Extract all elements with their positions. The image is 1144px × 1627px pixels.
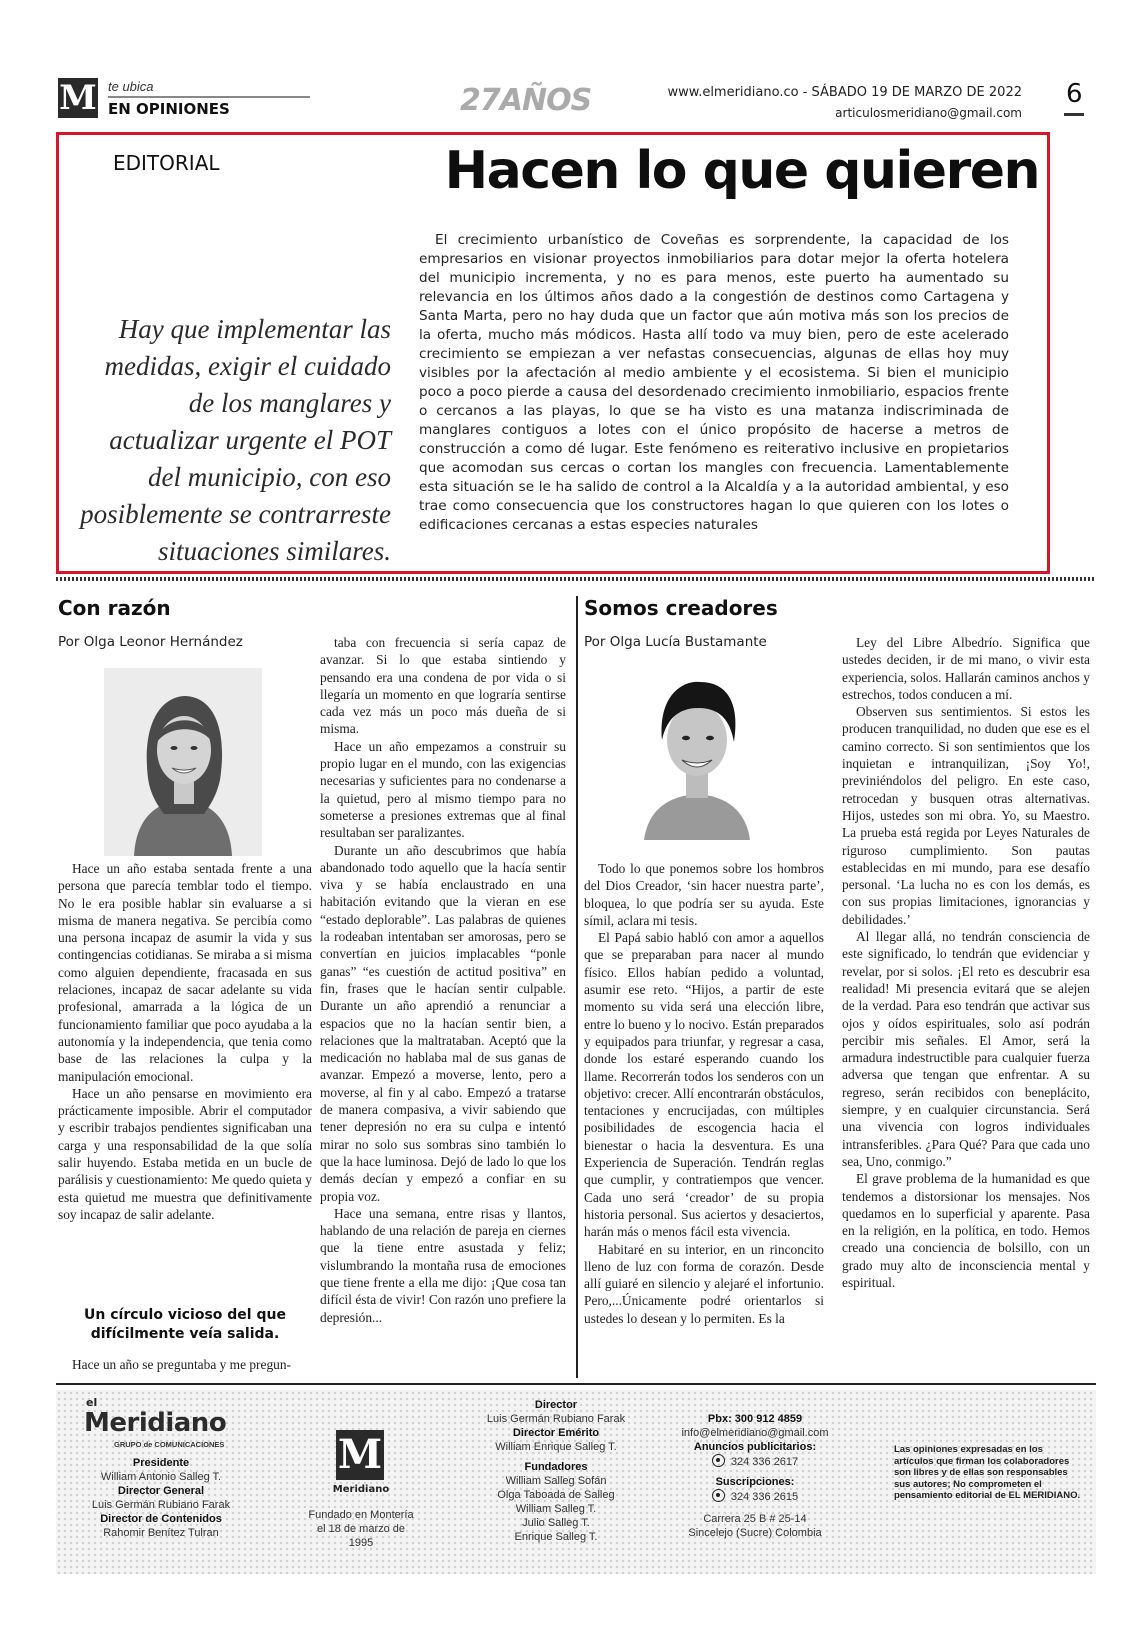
whatsapp-icon bbox=[712, 1489, 725, 1502]
name: Enrique Salleg T. bbox=[514, 1531, 598, 1543]
footer-brand-group: GRUPO de COMUNICACIONES bbox=[114, 1440, 225, 1449]
paragraph: Hace una semana, entre risas y llantos, hablando de una relación de pareja en ciernes que la tiene entre asustada y feliz; vislumbrando la montaña rusa de emociones que tiene frente a ella me dijo: ¡Que cosa tan difícil ésta de vivir! Con razón uno prefiere la depresión... bbox=[320, 1205, 566, 1325]
name: Rahomir Benítez Tulran bbox=[103, 1527, 219, 1539]
label: Presidente bbox=[132, 1457, 190, 1469]
footer-logo: M bbox=[337, 1431, 383, 1478]
footer-rule bbox=[56, 1383, 1096, 1385]
editorial-label: EDITORIAL bbox=[113, 151, 220, 175]
section-divider bbox=[56, 577, 1096, 581]
editorial-pull-quote: Hay que implementar las medidas, exigir el cuidado de los manglares y actualizar urgente el POT del municipio, con eso posiblemente se contrarreste situaciones similares. bbox=[80, 314, 391, 566]
name: William Antonio Salleg T. bbox=[100, 1471, 222, 1483]
name: Olga Taboada de Salleg bbox=[497, 1489, 615, 1501]
paragraph: Observen sus sentimientos. Si estos les producen tranquilidad, no duden que ese es el camino correcto. Si son sentimientos que los inquietan e intranquilizan, ¡Soy Yo!, previniéndolos del peligro. En este caso, retrocedan y busquen otras alternativas. Hijos, ustedes son mi obra. Yo, su Maestro. La prueba está regida por Leyes Naturales de riguroso cumplimiento. Son pautas establecidas en mi mundo, para ese desafío personal. ‘La lucha no es con los demás, es con sus propias limitaciones, ignorancias y debilidades.’ bbox=[842, 704, 1090, 927]
contact-email: info@elmeridiano@gmail.com bbox=[681, 1427, 829, 1439]
author-photo-olga-lucia bbox=[624, 664, 770, 840]
author-photo-olga-leonor bbox=[104, 668, 262, 856]
column2-text-right bbox=[842, 634, 1090, 1291]
editorial-box bbox=[56, 132, 1050, 574]
city: Sincelejo (Sucre) Colombia bbox=[688, 1527, 822, 1539]
column1-byline: Por Olga Leonor Hernández bbox=[58, 634, 243, 650]
footer-contact bbox=[660, 1412, 850, 1540]
paragraph: Ley del Libre Albedrío. Significa que ustedes deciden, ir de mi mano, o vivir esta experiencia, solos. Hallarán caminos anchos y estrechos, todos conducen a mí. bbox=[842, 635, 1090, 702]
phone: 324 336 2615 bbox=[730, 1491, 799, 1503]
pbx: Pbx: 300 912 4859 bbox=[707, 1413, 803, 1425]
tagline: te ubica bbox=[108, 79, 154, 94]
footer-disclaimer: Las opiniones expresadas en los artículos que firman los colaboradores son libres y de ellas son responsables sus autores; No comprometen el pensamiento editorial de EL MERIDIANO. bbox=[894, 1444, 1081, 1501]
name: Julio Salleg T. bbox=[522, 1517, 590, 1529]
meridiano-logo: M bbox=[59, 78, 97, 118]
address: Carrera 25 B # 25-14 bbox=[703, 1513, 807, 1525]
name: William Salleg T. bbox=[515, 1503, 597, 1515]
label: Anuncios publicitarios: bbox=[693, 1441, 817, 1453]
footer-logo-name: Meridiano bbox=[332, 1484, 390, 1495]
label: Director de Contenidos bbox=[100, 1513, 222, 1525]
paragraph: Hace un año pensarse en movimiento era prácticamente imposible. Abrir el computador y escribir trabajos pendientes significaban una carga y una responsabilidad de la que solía salir huyendo. Estaba metida en un bucle de parálisis y cuestionamiento: Me quedo quieta y esta quietud me muestra que definitivamente soy incapaz de salir adelante. bbox=[58, 1085, 312, 1222]
label: Director bbox=[534, 1399, 578, 1411]
footer-brand-name: Meridiano bbox=[84, 1408, 227, 1438]
section-name: EN OPINIONES bbox=[108, 100, 230, 118]
anniversary-logo: 27AÑOS bbox=[460, 83, 592, 118]
footer-staff-left bbox=[76, 1456, 246, 1540]
paragraph: Durante un año descubrimos que había abandonado todo aquello que la hacía sentir viva y se había enclaustrado en una habitación evitando que la vieran en ese “estado deplorable”. Las palabras de quienes la rodeaban intentaban ser amorosas, pero se convertían en juicios implacables “ponle ganas” “es cuestión de actitud positiva” en fin, frases que le hacían sentir culpable. Durante un año aprendió a renunciar a espacios que no la hacían sentir bien, a relaciones que la maltrataban. Aceptó que la medicación no hablaba mal de sus ganas de avanzar. Empezó a moverse, lento, pero a moverse, al fin y al cabo. Empezó a tratarse de manera compasiva, a vivir sabiendo que tener depresión no era su culpa e intentó mirar no solo sus sombras sino también lo que la hace luminosa. Dejó de lado lo que los demás decían y empezó a confiar en su propia voz. bbox=[320, 842, 566, 1204]
name: William Salleg Sofán bbox=[505, 1475, 607, 1487]
contact-email: articulosmeridiano@gmail.com bbox=[835, 106, 1022, 120]
column1-subhead: Un círculo vicioso del que difícilmente veía salida. bbox=[84, 1307, 286, 1342]
column1-closing-line bbox=[58, 1356, 312, 1373]
phone-row bbox=[660, 1489, 850, 1504]
paragraph: El Papá sabio habló con amor a aquellos que se preparaban para nacer al mundo físico. Ellos habían pedido a voluntad, asumir ese reto. “Hijos, a partir de este momento su vida será una elección libre, entre lo bueno y lo nocivo. Están preparados y equipados para triunfar, y regresar a casa, donde los estaré esperando cuando los llame. Recorrerán todos los senderos con un objetivo: crecer. Allí encontrarán obstáculos, tentaciones y encrucijadas, con múltiples posibilidades de escogencia hacia el bienestar o hacia la desventura. Es una Experiencia de Superación. Tendrán reglas que cumplir, y contratiempos que vencer. Cada uno será ‘creador’ de su propia historia personal. Sus aciertos y desaciertos, harán más o menos fácil esta vivencia. bbox=[584, 930, 824, 1240]
phone-row bbox=[660, 1454, 850, 1469]
paragraph: Hace un año se preguntaba y me pregun- bbox=[72, 1357, 291, 1372]
label: Suscripciones: bbox=[715, 1476, 795, 1488]
paragraph: Habitaré en su interior, en un rinconcito lleno de luz con forma de corazón. Desde allí guiaré en silencio y alejaré el infortunio. Pero,...Únicamente podré orientarlos si ustedes lo desean y lo permiten. Es la bbox=[584, 1241, 824, 1326]
footer-masthead bbox=[56, 1390, 1096, 1574]
label: Fundadores bbox=[524, 1461, 588, 1473]
column1-text-right bbox=[320, 634, 566, 1326]
label: Director Emérito bbox=[512, 1427, 600, 1439]
editorial-body: El crecimiento urbanístico de Coveñas es sorprendente, la capacidad de los empresarios en visionar proyectos inmobiliarios para dotar mejor la oferta hotelera del municipio incrementa, y no es para menos, este puerto ha aumentado su relevancia en los últimos años dado a la congestión de destinos como Cartagena y Santa Marta, pero no hay duda que un factor que aún motiva más son los precios de la oferta, mucho más módicos. Hasta allí todo va muy bien, pero de este acelerado crecimiento se empiezan a ver nefastas consecuencias, algunas de ellas hoy muy visibles por la afectación al medio ambiente y el ecosistema. Si bien el municipio poco a poco pierde a causa del desordenado crecimiento inmobiliario, espacios frente o cercanos a las playas, lo que se ha visto es una matanza indiscriminada de manglares contiguos a lotes con el único propósito de hacerse a metros de construcción a como dé lugar. Este fenómeno es reiterativo inclusive en propietarios que acomodan sus cercas o cortan los mangles con frecuencia. Lamentablemente esta situación se le ha salido de control a la Alcaldía y a la autoridad ambiental, y eso trae como consecuencia que los constructores hagan lo que quieren con los lotes o edificaciones cercanas a estas especies naturales bbox=[419, 232, 1009, 533]
phone: 324 336 2617 bbox=[730, 1456, 799, 1468]
site-and-date: www.elmeridiano.co - SÁBADO 19 DE MARZO DE 2022 bbox=[667, 85, 1022, 100]
column2-byline: Por Olga Lucía Bustamante bbox=[584, 634, 767, 650]
label: Director General bbox=[117, 1485, 205, 1497]
column1-text-left bbox=[58, 860, 312, 1223]
paragraph: Al llegar allá, no tendrán consciencia de este significado, lo tendrán que evidenciar y revelar, por si solos. ¡El reto es descubrir esa realidad! Mi presencia evitará que se alejen de la verdad. Para eso tendrán que activar sus ojos y oídos espirituales, solo así podrán percibir mis señales. El Amor, será la armadura indestructible para cualquier fuerza adversa que tengan que enfrentar. A su regreso, serán recibidos con beneplácito, siempre, y en cualquier circunstancia. Será una vivencia con logros individuales intransferibles. ¿Para Qué? Para que cada uno sea, Uno, conmigo.” bbox=[842, 929, 1090, 1169]
column1-title: Con razón bbox=[58, 596, 171, 620]
header-rule bbox=[108, 96, 310, 98]
footer-brand-el: el bbox=[86, 1396, 98, 1409]
column2-title: Somos creadores bbox=[584, 596, 778, 620]
whatsapp-icon bbox=[712, 1454, 725, 1467]
paragraph: Hace un año empezamos a construir su propio lugar en el mundo, con las exigencias necesarias y suficientes para no condenarse a la quietud, pero al mismo tiempo para no someterse a presiones extremas que al final resultaban ser paralizantes. bbox=[320, 738, 566, 841]
page-number-rule bbox=[1064, 113, 1084, 116]
column2-text-left bbox=[584, 860, 824, 1327]
name: Luis Germán Rubiano Farak bbox=[486, 1413, 626, 1425]
editorial-title: Hacen lo que quieren bbox=[444, 141, 1039, 201]
paragraph: Todo lo que ponemos sobre los hombros del Dios Creador, ‘sin hacer nuestra parte’, bloquea, lo que podría ser su ayuda. Este símil, aclara mi tesis. bbox=[584, 861, 824, 928]
paragraph: Hace un año estaba sentada frente a una persona que parecía temblar todo el tiempo. No le era posible hablar sin evaluarse a si misma de manera negativa. Se percibía como una persona incapaz de asumir la vida y sus contingencias cotidianas. Se miraba a si misma como alguien dependiente, fracasada en sus relaciones, incapaz de sacar adelante su vida profesional, amarrada a la lógica de un funcionamiento familiar que poco ayudaba a la autonomía y la independencia, que tenia como base de las relaciones la culpa y la manipulación emocional. bbox=[58, 861, 312, 1084]
footer-staff-center bbox=[468, 1398, 644, 1544]
name: William Enrique Salleg T. bbox=[495, 1441, 617, 1453]
name: Luis Germán Rubiano Farak bbox=[91, 1499, 231, 1511]
column-divider bbox=[576, 596, 578, 1378]
page-number: 6 bbox=[1066, 79, 1083, 109]
paragraph: taba con frecuencia si sería capaz de avanzar. Si lo que estaba sintiendo y pensando era una condena de por vida o si llegaría un momento en que lograría sentirse cada vez más un poco más dueña de si misma. bbox=[320, 635, 566, 737]
paragraph: El grave problema de la humanidad es que tendemos a distorsionar los mensajes. Nos quedamos en lo superficial y aparente. Pasa en la religión, en la política, en todo. Hemos creado una conciencia de bolsillo, con un grado muy alto de inconsciencia mental y espiritual. bbox=[842, 1171, 1090, 1290]
footer-founded: Fundado en Montería el 18 de marzo de 1995 bbox=[308, 1509, 414, 1549]
